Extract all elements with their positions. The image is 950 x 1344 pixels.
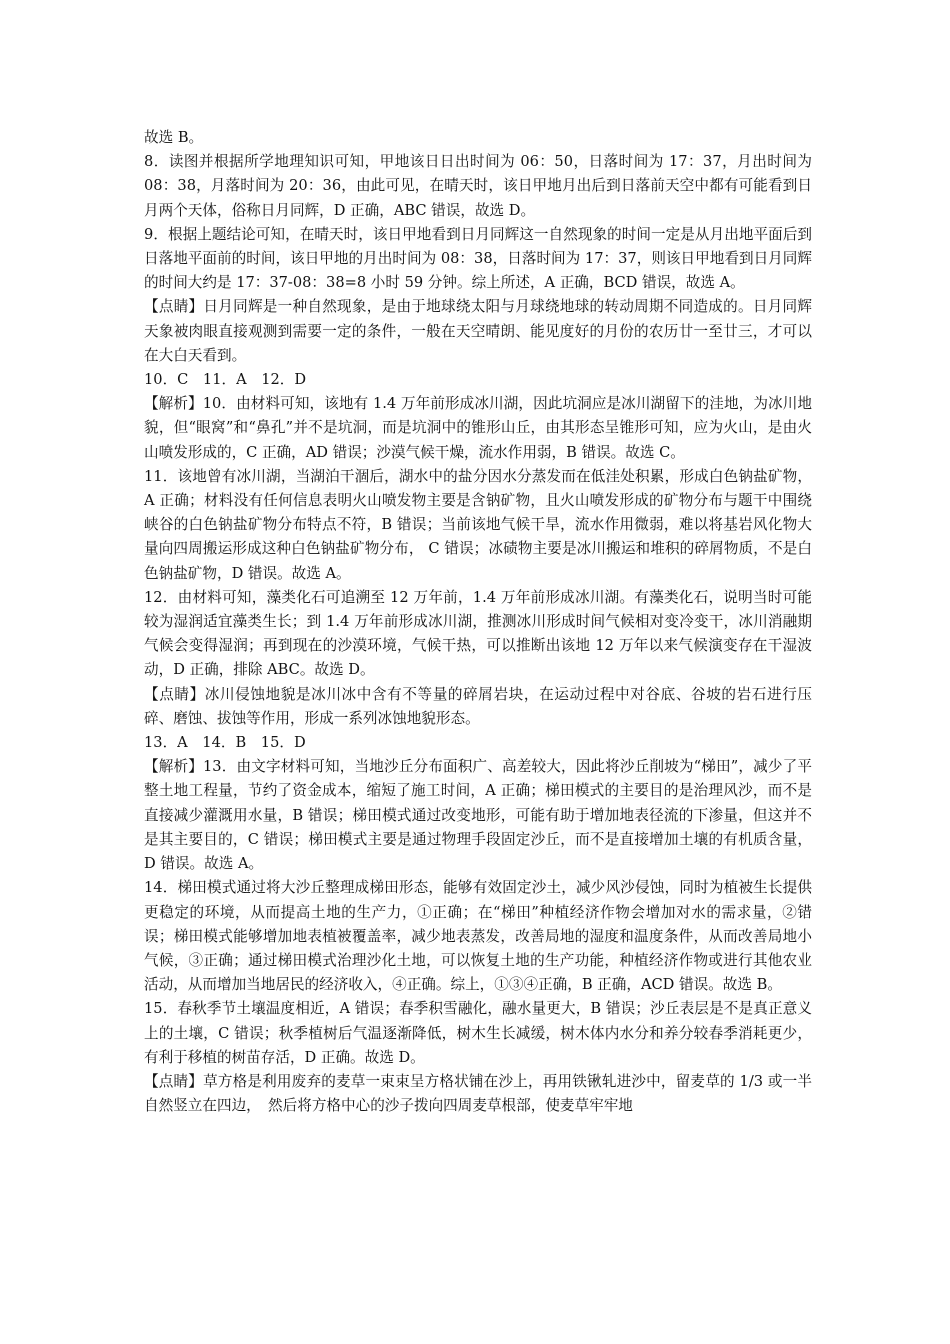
paragraph-analysis-10: 【解析】10．由材料可知，该地有 1.4 万年前形成冰川湖，因此坑洞应是冰川湖留下的洼地，为冰川地貌，但“眼窝”和“鼻孔”并不是坑洞，而是坑洞中的锥形山丘，由其形态呈锥形可知，应为火山，是由火山喷发形成的，C 正确，AD 错误；沙漠气候干燥，流水作用弱，B 错误。故选 C。 (144, 395, 812, 461)
paragraph-analysis-15: 15．春秋季节土壤温度相近，A 错误；春季积雪融化，融水量更大，B 错误；沙丘表层是不是真正意义上的土壤，C 错误；秋季植树后气温逐渐降低，树木生长减缓，树木体内水分和养分较春季消耗更少，有利于移植的树苗存活，D 正确。故选 D。 (144, 1000, 812, 1066)
paragraph-analysis-13: 【解析】13．由文字材料可知，当地沙丘分布面积广、高差较大，因此将沙丘削坡为“梯田”，减少了平整土地工程量，节约了资金成本，缩短了施工时间，A 正确；梯田模式的主要目的是治理风沙，而不是直接减少灌溉用水量，B 错误；梯田模式通过改变地形，可能有助于增加地表径流的下渗量，但这并不是其主要目的，C 错误；梯田模式主要是通过物理手段固定沙丘，而不是直接增加土壤的有机质含量，D 错误。故选 A。 (144, 758, 812, 873)
paragraph-analysis-12: 12．由材料可知，藻类化石可追溯至 12 万年前，1.4 万年前形成冰川湖。有藻类化石，说明当时可能较为湿润适宜藻类生长；到 1.4 万年前形成冰川湖，推测冰川形成时间气候相对变冷变干，冰川消融期气候会变得湿润；再到现在的沙漠环境，气候干热，可以推断出该地 12 万年以来气候演变存在干湿波动，D 正确，排除 ABC。故选 D。 (144, 588, 812, 679)
paragraph-answers-10-12: 10．C 11．A 12．D (144, 371, 307, 389)
paragraph-answer-9: 9．根据上题结论可知，在晴天时，该日甲地看到日月同辉这一自然现象的时间一定是从月出地平面后到日落地平面前的时间，该日甲地的月出时间为 08：38，日落时间为 17：37，则该日甲地看到日月同辉的时间大约是 17：37-08：38=8 小时 59 分钟。综上所述，A 正确，BCD 错误，故选 A。 (144, 225, 812, 292)
paragraph-analysis-14: 14．梯田模式通过将大沙丘整理成梯田形态，能够有效固定沙土，减少风沙侵蚀，同时为植被生长提供更稳定的环境，从而提高土地的生产力，①正确；在“梯田”种植经济作物会增加对水的需求量，②错误；梯田模式能够增加地表植被覆盖率，减少地表蒸发，改善局地的湿度和温度条件，从而改善局地小气候，③正确；通过梯田模式治理沙化土地，可以恢复土地的生产功能，种植经济作物或进行其他农业活动，从而增加当地居民的经济收入，④正确。综上，①③④正确，B 正确，ACD 错误。故选 B。 (144, 879, 812, 994)
paragraph-conclusion-7: 故选 B。 (144, 129, 204, 146)
paragraph-tip-glacier: 【点睛】冰川侵蚀地貌是冰川冰中含有不等量的碎屑岩块，在运动过程中对谷底、谷坡的岩石进行压碎、磨蚀、拔蚀等作用，形成一系列冰蚀地貌形态。 (144, 685, 812, 727)
paragraph-tip-sun-moon: 【点睛】日月同辉是一种自然现象，是由于地球绕太阳与月球绕地球的转动周期不同造成的。日月同辉天象被肉眼直接观测到需要一定的条件，一般在天空晴朗、能见度好的月份的农历廿一至廿三，才可以在大白天看到。 (144, 298, 812, 364)
document-body (144, 126, 812, 1118)
paragraph-analysis-11: 11．该地曾有冰川湖，当湖泊干涸后，湖水中的盐分因水分蒸发而在低洼处积累，形成白色钠盐矿物，A 正确；材料没有任何信息表明火山喷发物主要是含钠矿物，且火山喷发形成的矿物分布与题干中围绕峡谷的白色钠盐矿物分布特点不符，B 错误；当前该地气候干旱，流水作用微弱，难以将基岩风化物大量向四周搬运形成这种白色钠盐矿物分布， C 错误；冰碛物主要是冰川搬运和堆积的碎屑物质，不是白色钠盐矿物，D 错误。故选 A。 (144, 467, 812, 582)
paragraph-answer-8: 8．读图并根据所学地理知识可知，甲地该日日出时间为 06：50，日落时间为 17：37，月出时间为 08：38，月落时间为 20：36，由此可见，在晴天时，该日甲地月出后到日落前天空中都有可能看到日月两个天体，俗称日月同辉，D 正确，ABC 错误，故选 D。 (144, 153, 812, 219)
paragraph-tip-straw-grid: 【点睛】草方格是利用废弃的麦草一束束呈方格状铺在沙上，再用铁锹轧进沙中，留麦草的 1/3 或一半自然竖立在四边， 然后将方格中心的沙子拨向四周麦草根部，使麦草牢牢地 (144, 1072, 812, 1115)
paragraph-answers-13-15: 13．A 14．B 15．D (144, 734, 306, 752)
